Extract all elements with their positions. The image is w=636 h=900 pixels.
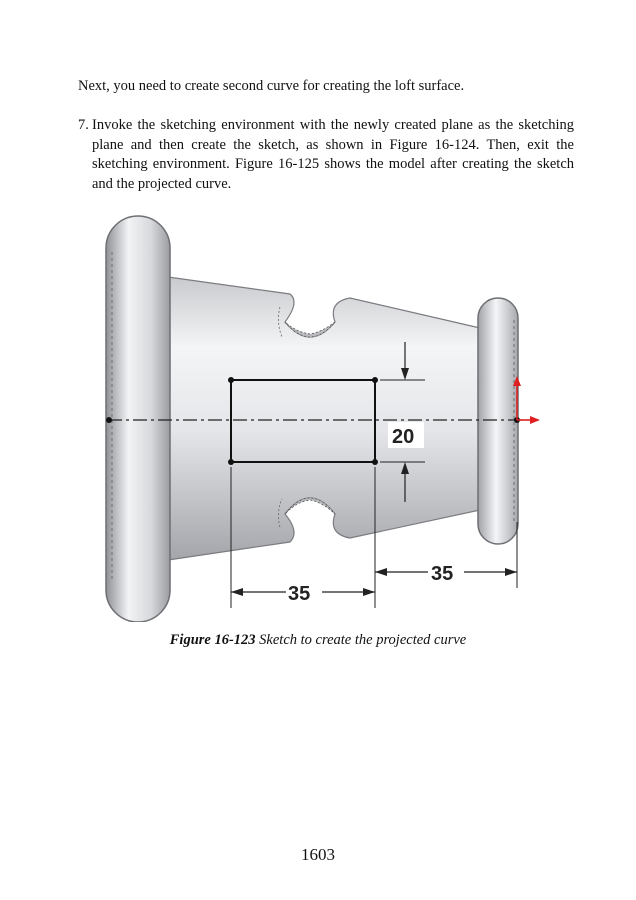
right-length-dimension: 35 — [431, 563, 454, 585]
page-number: 1603 — [301, 845, 335, 864]
right-flange — [478, 298, 518, 544]
figure-caption — [0, 632, 636, 649]
height-dimension: 20 — [392, 426, 415, 448]
left-flange — [106, 216, 170, 622]
intro-paragraph: Next, you need to create second curve for creating the loft surface. — [78, 78, 465, 94]
step-7-paragraph — [78, 116, 574, 194]
left-length-dimension: 35 — [288, 583, 311, 605]
step-text: Invoke the sketching environment with the newly created plane as the sketching plane and then create the sketch, as shown in Figure 16-124. Then, exit the sketching environment. Figure 16-125 shows the model after creating the sketch and the projected curve. — [92, 117, 574, 192]
model-figure — [100, 212, 540, 622]
cone-body — [168, 277, 480, 560]
caption-label: Figure 16-123 — [169, 632, 256, 648]
caption-text: Sketch to create the projected curve — [259, 632, 467, 648]
step-number: 7. — [78, 117, 89, 133]
